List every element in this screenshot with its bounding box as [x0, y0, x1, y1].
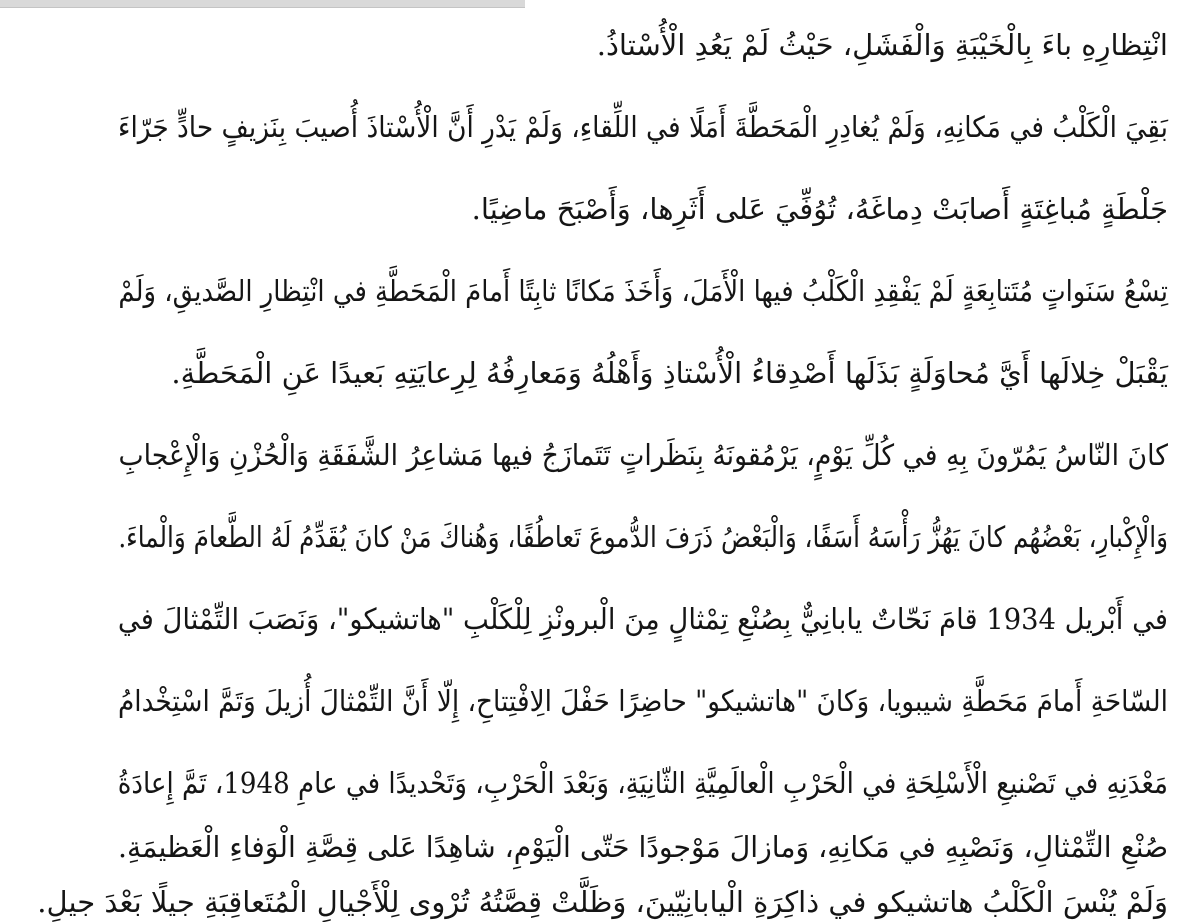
text-line-5: يَقْبَلْ خِلالَها أَيَّ مُحاوَلَةٍ بَذَلَها أَصْدِقاءُ الْأُسْتاذِ وَأَهْلُهُ وَمَعارِفُهُ لِرِعايَتِهِ بَعيدًا عَنِ الْمَحَطَّةِ.	[171, 356, 1168, 390]
text-line-3: جَلْطَةٍ مُباغِتَةٍ أَصابَتْ دِماغَهُ، تُوُفِّيَ عَلى أَثَرِها، وَأَصْبَحَ ماضِيًا.	[471, 192, 1168, 226]
clipped-bottom-line	[37, 882, 1168, 919]
text-line-12: وَلَمْ يُنْسَ الْكَلْبُ هاتشيكو في ذاكِرَةِ الْيابانِيّينَ، وَظَلَّتْ قِصَّتُهُ تُرْوى لِلْأَجْيالِ الْمُتَعاقِبَةِ جيلًا بَعْدَ جيلٍ.	[37, 885, 1168, 919]
text-line-11: صُنْعِ التِّمْثالِ، وَنَصْبِهِ في مَكانِهِ، وَمازالَ مَوْجودًا حَتّى الْيَوْمِ، شاهِدًا عَلى قِصَّةِ الْوَفاءِ الْعَظيمَةِ.	[117, 830, 1168, 864]
text-line-6: كانَ النّاسُ يَمُرّونَ بِهِ في كُلِّ يَوْمٍ، يَرْمُقونَهُ بِنَظَراتٍ تَتَمازَجُ فيها مَشاعِرُ الشَّفَقَةِ وَالْحُزْنِ وَالْإِعْجابِ	[118, 438, 1168, 472]
text-line-1: انْتِظارِهِ باءَ بِالْخَيْبَةِ وَالْفَشَلِ، حَيْثُ لَمْ يَعُدِ الْأُسْتاذُ.	[596, 28, 1168, 62]
story-text-page	[37, 0, 1169, 919]
text-line-9: السّاحَةِ أَمامَ مَحَطَّةِ شيبويا، وَكانَ "هاتشيكو" حاضِرًا حَفْلَ الِافْتِتاحِ، إِلّا أَنَّ التِّمْثالَ أُزيلَ وَتَمَّ اسْتِخْدامُ	[117, 684, 1169, 718]
text-line-7: وَالْإِكْبارِ، بَعْضُهُم كانَ يَهُزُّ رَأْسَهُ أَسَفًا، وَالْبَعْضُ ذَرَفَ الدُّموعَ تَعاطُفًا، وَهُناكَ مَنْ كانَ يُقَدِّمُ لَهُ الطَّعامَ وَالْماءَ.	[118, 520, 1169, 554]
text-line-2: بَقِيَ الْكَلْبُ في مَكانِهِ، وَلَمْ يُغادِرِ الْمَحَطَّةَ أَمَلًا في اللِّقاءِ، وَلَمْ يَدْرِ أَنَّ الْأُسْتاذَ أُصيبَ بِنَزيفٍ حادٍّ جَرّاءَ	[118, 110, 1168, 144]
text-line-8: في أَبْريل 1934 قامَ نَحّاتٌ يابانِيٌّ بِصُنْعِ تِمْثالٍ مِنَ الْبرونْزِ لِلْكَلْبِ "هاتشيكو"، وَنَصَبَ التِّمْثالَ في	[117, 602, 1168, 636]
text-line-4: تِسْعُ سَنَواتٍ مُتَتابِعَةٍ لَمْ يَفْقِدِ الْكَلْبُ فيها الْأَمَلَ، وَأَخَذَ مَكانًا ثابِتًا أَمامَ الْمَحَطَّةِ في انْتِظارِ الصَّديقِ، وَلَمْ	[118, 274, 1168, 308]
text-line-10: مَعْدَنِهِ في تَصْنيعِ الْأَسْلِحَةِ في الْحَرْبِ الْعالَمِيَّةِ الثّانِيَةِ، وَبَعْدَ الْحَرْبِ، وَتَحْديدًا في عامِ 1948، تَمَّ إِعادَةُ	[117, 766, 1168, 800]
